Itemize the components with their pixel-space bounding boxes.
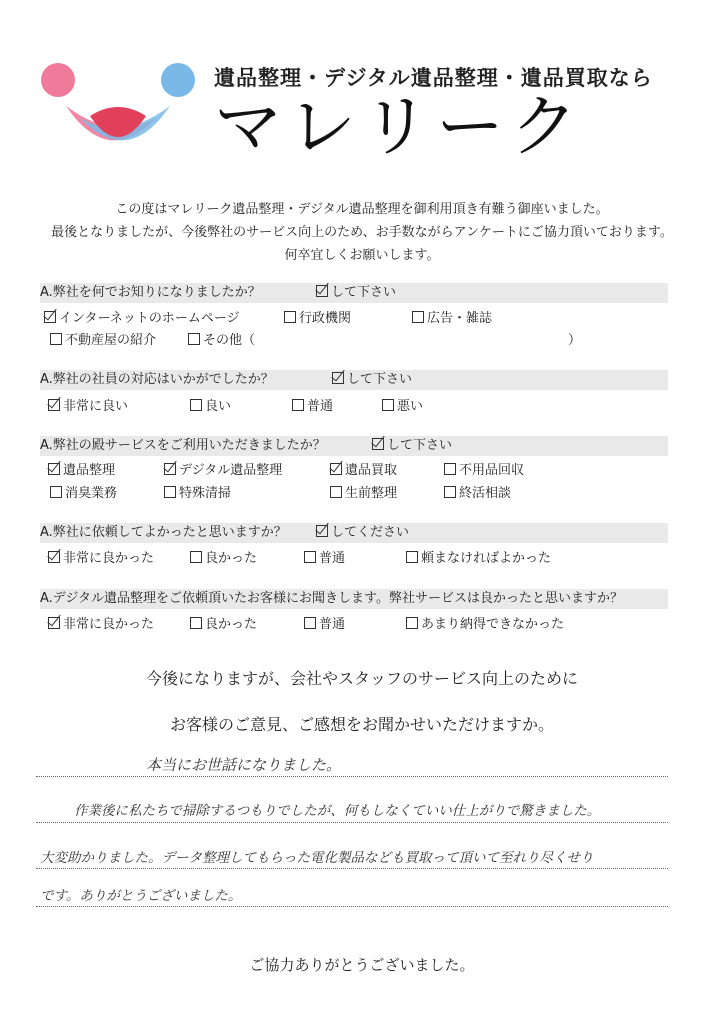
checkbox-icon[interactable] [444,463,456,475]
q4-option-normal[interactable]: 普通 [304,547,345,566]
q5-option-very-good[interactable]: 非常に良かった [48,613,154,632]
header-tagline: 遺品整理・デジタル遺品整理・遺品買取なら [214,66,653,90]
checkbox-icon[interactable] [406,617,418,629]
q3-option-special-cleaning[interactable]: 特殊清掃 [164,482,231,501]
question-4-note: してください [316,523,409,543]
check-icon [316,525,328,537]
feedback-prompt-line-2: お客様のご意見、ご感想をお聞かせいただけますか。 [169,715,554,734]
check-icon [332,372,344,384]
question-5-bar [40,589,668,609]
intro-line-3: 何卒宜しくお願いします。 [284,248,440,263]
checkbox-icon[interactable] [292,399,304,411]
q1-option-government[interactable]: 行政機関 [284,307,351,326]
q3-option-estate-cleanup[interactable]: 遺品整理 [48,459,115,478]
q5-option-good[interactable]: 良かった [190,613,257,632]
checkbox-icon[interactable] [190,399,202,411]
checkbox-icon[interactable] [382,399,394,411]
checkbox-icon[interactable] [50,333,62,345]
checkbox-icon[interactable] [44,311,56,323]
handwritten-comment-line-4: です。ありがとうございました。 [40,888,242,904]
comment-rule-2 [36,822,668,823]
check-icon [372,438,384,450]
q3-option-digital-estate[interactable]: デジタル遺品整理 [164,459,282,478]
q3-option-deodorize[interactable]: 消臭業務 [50,482,117,501]
question-4-text: A.弊社に依頼してよかったと思いますか？ [40,525,287,540]
q1-option-other[interactable]: その他（ [188,329,255,348]
q3-option-pre-death-cleanup[interactable]: 生前整理 [330,482,397,501]
checkbox-icon[interactable] [330,463,342,475]
q4-option-good[interactable]: 良かった [190,547,257,566]
checkbox-icon[interactable] [48,617,60,629]
handwritten-comment-line-3: 大変助かりました。データ整理してもらった電化製品なども買取って頂いて至れり尽くせり [40,850,594,866]
checkbox-icon[interactable] [444,486,456,498]
checkbox-icon[interactable] [304,617,316,629]
question-2-text: A.弊社の社員の対応はいかがでしたか？ [40,372,274,387]
question-1-text: A.弊社を何でお知りになりましたか？ [40,285,261,300]
q2-option-very-good[interactable]: 非常に良い [48,395,128,414]
q3-option-end-of-life[interactable]: 終活相談 [444,482,511,501]
q1-option-internet[interactable]: インターネットのホームページ [44,307,240,326]
q2-option-good[interactable]: 良い [190,395,231,414]
checkbox-icon[interactable] [284,311,296,323]
check-icon [316,285,328,297]
checkbox-icon[interactable] [190,617,202,629]
question-5-text: A.デジタル遺品整理をご依頼頂いたお客様にお聞きします。弊社サービスは良かったと思いますか？ [40,591,623,606]
question-3-text: A.弊社の殿サービスをご利用いただきましたか？ [40,438,326,453]
q3-option-buyback[interactable]: 遺品買取 [330,459,397,478]
question-4-bar [40,523,668,543]
checkbox-icon[interactable] [48,399,60,411]
q1-option-other-close: ） [568,333,582,348]
question-2-note: して下さい [332,370,412,390]
logo-blue-dot [161,63,195,97]
q3-option-junk-removal[interactable]: 不用品回収 [444,459,524,478]
thank-you-message: ご協力ありがとうございました。 [249,956,475,974]
q2-option-normal[interactable]: 普通 [292,395,333,414]
q4-option-very-good[interactable]: 非常に良かった [48,547,154,566]
checkbox-icon[interactable] [164,463,176,475]
checkbox-icon[interactable] [164,486,176,498]
checkbox-icon[interactable] [330,486,342,498]
intro-line-2: 最後となりましたが、今後弊社のサービス向上のため、お手数ながらアンケートにご協力頂いております。 [51,225,673,240]
question-1-bar [40,283,668,303]
q4-option-regret[interactable]: 頼まなければよかった [406,547,551,566]
q5-option-normal[interactable]: 普通 [304,613,345,632]
q2-option-bad[interactable]: 悪い [382,395,423,414]
logo-pink-dot [41,63,75,97]
comment-rule-1 [36,776,668,777]
q1-option-ads[interactable]: 広告・雑誌 [412,307,492,326]
handwritten-comment-line-1: 本当にお世話になりました。 [146,756,342,774]
checkbox-icon[interactable] [48,463,60,475]
q1-option-realestate[interactable]: 不動産屋の紹介 [50,329,156,348]
intro-line-1: この度はマレリーク遺品整理・デジタル遺品整理を御利用頂き有難う御座いました。 [115,202,609,217]
question-3-bar [40,436,668,456]
question-3-note: して下さい [372,436,452,456]
checkbox-icon[interactable] [412,311,424,323]
malerik-logo-mark [38,58,198,168]
checkbox-icon[interactable] [406,551,418,563]
checkbox-icon[interactable] [190,551,202,563]
handwritten-comment-line-2: 作業後に私たちで掃除するつもりでしたが、何もしなくていい仕上がりで驚きました。 [74,803,601,819]
comment-rule-3 [36,868,668,869]
comment-rule-4 [36,906,668,907]
checkbox-icon[interactable] [48,551,60,563]
checkbox-icon[interactable] [304,551,316,563]
q5-option-not-satisfied[interactable]: あまり納得できなかった [406,613,564,632]
brand-name: マレリーク [214,88,585,167]
question-1-note: して下さい [316,283,396,303]
feedback-prompt-line-1: 今後になりますが、会社やスタッフのサービス向上のために [145,669,578,688]
checkbox-icon[interactable] [188,333,200,345]
checkbox-icon[interactable] [50,486,62,498]
question-2-bar [40,370,668,390]
